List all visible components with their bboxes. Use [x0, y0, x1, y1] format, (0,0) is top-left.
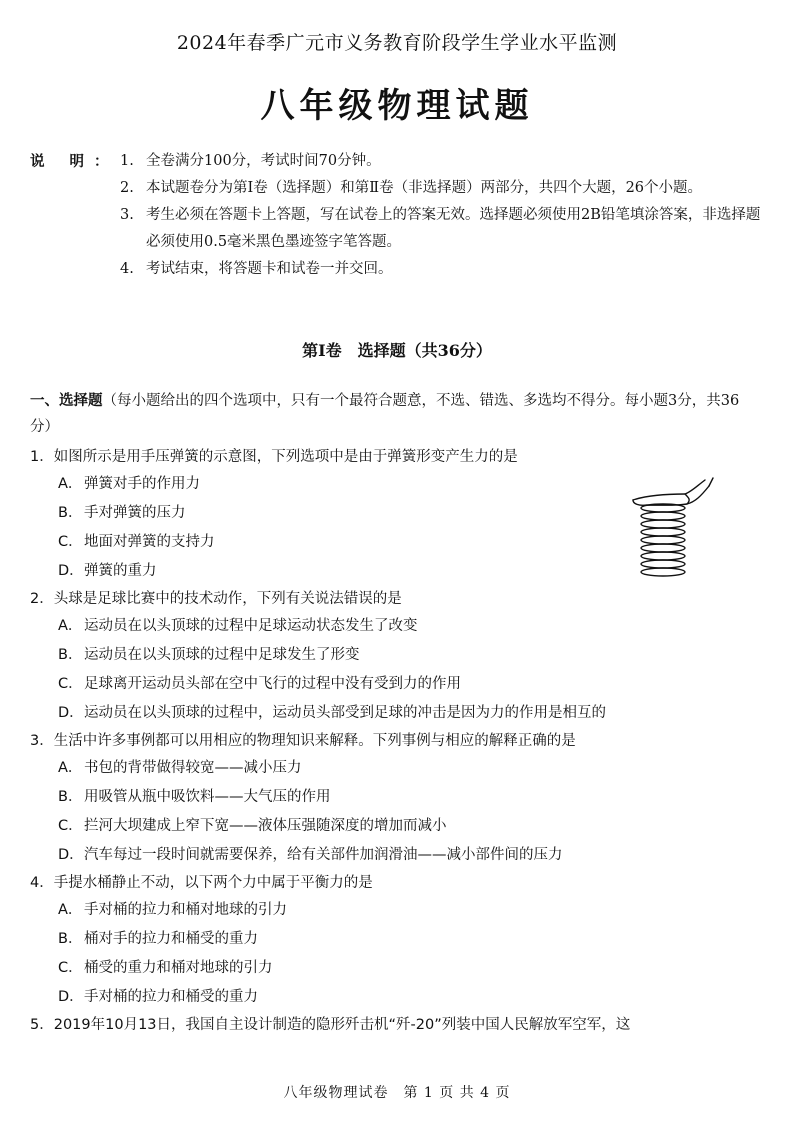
exam-header: 2024年春季广元市义务教育阶段学生学业水平监测 [176, 32, 618, 54]
option-letter: C． [58, 818, 83, 834]
instruction-item [120, 148, 770, 175]
option-letter: D． [58, 989, 84, 1005]
option-letter: D． [58, 563, 84, 579]
option-letter: B． [58, 505, 83, 521]
question-4 [30, 870, 750, 1012]
instructions-label: 说 明： [30, 153, 119, 170]
option-text: 弹簧对手的作用力 [84, 476, 200, 492]
option-text: 桶对手的拉力和桶受的重力 [84, 931, 258, 947]
hand-pressing-spring-figure [625, 472, 725, 582]
instruction-number: 4. [120, 261, 134, 277]
question-stem: 5．2019年10月13日，我国自主设计制造的隐形歼击机“歼-20”列装中国人民解放军空军，这 [30, 1017, 631, 1033]
option-text: 手对桶的拉力和桶受的重力 [84, 989, 258, 1005]
option-a [30, 754, 750, 783]
question-stem: 3．生活中许多事例都可以用相应的物理知识来解释。下列事例与相应的解释正确的是 [30, 733, 576, 749]
exam-title: 八年级物理试题 [260, 86, 534, 126]
instruction-item [120, 175, 770, 202]
option-text: 地面对弹簧的支持力 [84, 534, 215, 550]
instruction-number: 3. [120, 207, 134, 223]
instruction-number: 2. [120, 180, 134, 196]
option-c [30, 670, 750, 699]
instructions-block [30, 148, 770, 283]
option-text: 手对桶的拉力和桶对地球的引力 [84, 902, 287, 918]
option-d [30, 841, 750, 870]
question-stem: 4．手提水桶静止不动，以下两个力中属于平衡力的是 [30, 875, 373, 891]
section-title: 第Ⅰ卷 选择题（共36分） [302, 341, 492, 360]
option-b [30, 925, 750, 954]
option-letter: A． [58, 618, 83, 634]
instruction-item [120, 202, 770, 256]
option-a [30, 612, 750, 641]
instruction-text: 本试题卷分为第Ⅰ卷（选择题）和第Ⅱ卷（非选择题）两部分，共四个大题，26个小题。 [146, 180, 703, 196]
option-d [30, 983, 750, 1012]
option-text: 桶受的重力和桶对地球的引力 [84, 960, 273, 976]
option-letter: A． [58, 476, 83, 492]
option-letter: B． [58, 647, 83, 663]
part-heading [30, 388, 750, 440]
option-text: 运动员在以头顶球的过程中足球发生了形变 [84, 647, 360, 663]
option-text: 用吸管从瓶中吸饮料——大气压的作用 [84, 789, 331, 805]
option-letter: B． [58, 789, 83, 805]
option-letter: C． [58, 534, 83, 550]
option-letter: D． [58, 705, 84, 721]
option-letter: A． [58, 760, 83, 776]
option-text: 拦河大坝建成上窄下宽——液体压强随深度的增加而减小 [84, 818, 447, 834]
option-text: 书包的背带做得较宽——减小压力 [84, 760, 302, 776]
instruction-item [120, 256, 770, 283]
option-letter: D． [58, 847, 84, 863]
page-footer: 八年级物理试卷 第 1 页 共 4 页 [283, 1085, 511, 1101]
part-description: （每小题给出的四个选项中，只有一个最符合题意，不选、错选、多选均不得分。每小题3分，共36分） [30, 393, 740, 435]
option-letter: C． [58, 960, 83, 976]
option-text: 汽车每过一段时间就需要保养，给有关部件加润滑油——减小部件间的压力 [84, 847, 563, 863]
question-2 [30, 586, 750, 728]
option-b [30, 641, 750, 670]
option-a [30, 896, 750, 925]
option-text: 弹簧的重力 [84, 563, 157, 579]
instruction-text: 考试结束，将答题卡和试卷一并交回。 [146, 261, 393, 277]
instruction-number: 1. [120, 153, 134, 169]
option-c [30, 954, 750, 983]
instruction-text: 全卷满分100分，考试时间70分钟。 [146, 153, 381, 169]
option-d [30, 699, 750, 728]
option-text: 手对弹簧的压力 [84, 505, 186, 521]
option-letter: B． [58, 931, 83, 947]
option-text: 足球离开运动员头部在空中飞行的过程中没有受到力的作用 [84, 676, 461, 692]
option-c [30, 812, 750, 841]
question-3 [30, 728, 750, 870]
option-text: 运动员在以头顶球的过程中，运动员头部受到足球的冲击是因为力的作用是相互的 [84, 705, 606, 721]
option-letter: A． [58, 902, 83, 918]
option-text: 运动员在以头顶球的过程中足球运动状态发生了改变 [84, 618, 418, 634]
option-letter: C． [58, 676, 83, 692]
option-b [30, 783, 750, 812]
question-5 [30, 1012, 750, 1038]
instruction-text: 考生必须在答题卡上答题，写在试卷上的答案无效。选择题必须使用2B铅笔填涂答案，非选择题必须使用0.5毫米黑色墨迹签字笔答题。 [146, 207, 761, 250]
question-stem: 2．头球是足球比赛中的技术动作，下列有关说法错误的是 [30, 591, 402, 607]
question-stem: 1．如图所示是用手压弹簧的示意图，下列选项中是由于弹簧形变产生力的是 [30, 449, 518, 465]
part-label: 一、选择题 [30, 393, 103, 409]
